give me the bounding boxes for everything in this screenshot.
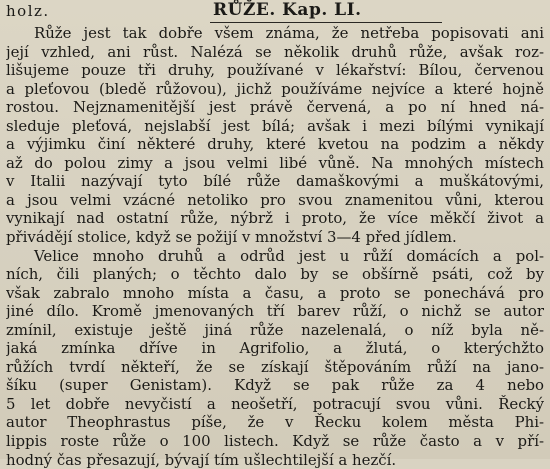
text-line: jiné dílo. Kromě jmenovaných tří barev růží, o nichž se autor bbox=[6, 302, 544, 321]
text-line: zmínil, existuje ještě jiná růže nazelenalá, o níž byla ně- bbox=[6, 320, 544, 339]
body-text bbox=[6, 24, 544, 469]
text-line: vynikají nad ostatní růže, nýbrž i proto, že více měkčí život a bbox=[6, 209, 544, 228]
chapter-title: RŮŽE. Kap. LI. bbox=[213, 0, 362, 20]
text-line: přivádějí stolice, když se požijí v množství 3—4 před jídlem. bbox=[6, 228, 457, 247]
text-line: rostou. Nejznamenitější jest právě červená, a po ní hned ná- bbox=[6, 98, 544, 117]
text-line: autor Theophrastus píše, že v Řecku kolem města Phi- bbox=[6, 413, 544, 432]
text-line: sleduje pleťová, nejslabší jest bílá; avšak i mezi bílými vynikají bbox=[6, 116, 544, 135]
text-line: jaká zmínka dříve in Agrifolio, a žlutá, o kterýchžto bbox=[6, 339, 544, 358]
text-line: a výjimku činí některé druhy, které kvetou na podzim a někdy bbox=[6, 135, 544, 154]
text-line: lišujeme pouze tři druhy, používané v lékařství: Bílou, červenou bbox=[6, 61, 544, 80]
text-line: a jsou velmi vzácné netoliko pro svou znamenitou vůni, kterou bbox=[6, 190, 544, 209]
text-line: až do polou zimy a jsou velmi libé vůně. Na mnohých místech bbox=[6, 153, 544, 172]
text-line: v Italii nazývají tyto bílé růže damaškovými a muškátovými, bbox=[6, 172, 544, 191]
text-line: Velice mnoho druhů a odrůd jest u růží domácích a pol- bbox=[34, 246, 544, 265]
text-line: 5 let dobře nevyčistí a neošetří, potracují svou vůni. Řecký bbox=[6, 394, 544, 413]
text-line: hodný čas přesazují, bývají tím ušlechtilejší a hezčí. bbox=[6, 450, 397, 469]
text-line: její vzhled, ani růst. Nalézá se několik druhů růže, avšak roz- bbox=[6, 42, 544, 61]
text-line: však zabralo mnoho místa a času, a proto se ponechává pro bbox=[6, 283, 544, 302]
text-line: a pleťovou (bledě růžovou), jichž používáme nejvíce a které hojně bbox=[6, 79, 544, 98]
title-underline bbox=[210, 22, 442, 23]
page-header bbox=[0, 0, 550, 26]
running-head: holz. bbox=[6, 2, 50, 20]
text-line: lippis roste růže o 100 listech. Když se růže často a v pří- bbox=[6, 432, 544, 451]
text-line: ních, čili planých; o těchto dalo by se obšírně psáti, což by bbox=[6, 265, 544, 284]
text-line: Růže jest tak dobře všem známa, že netřeba popisovati ani bbox=[34, 24, 544, 42]
text-line: šíku (super Genistam). Když se pak růže za 4 nebo bbox=[6, 376, 544, 395]
text-line: růžích tvrdí někteří, že se získají štěpováním růží na jano- bbox=[6, 357, 544, 376]
